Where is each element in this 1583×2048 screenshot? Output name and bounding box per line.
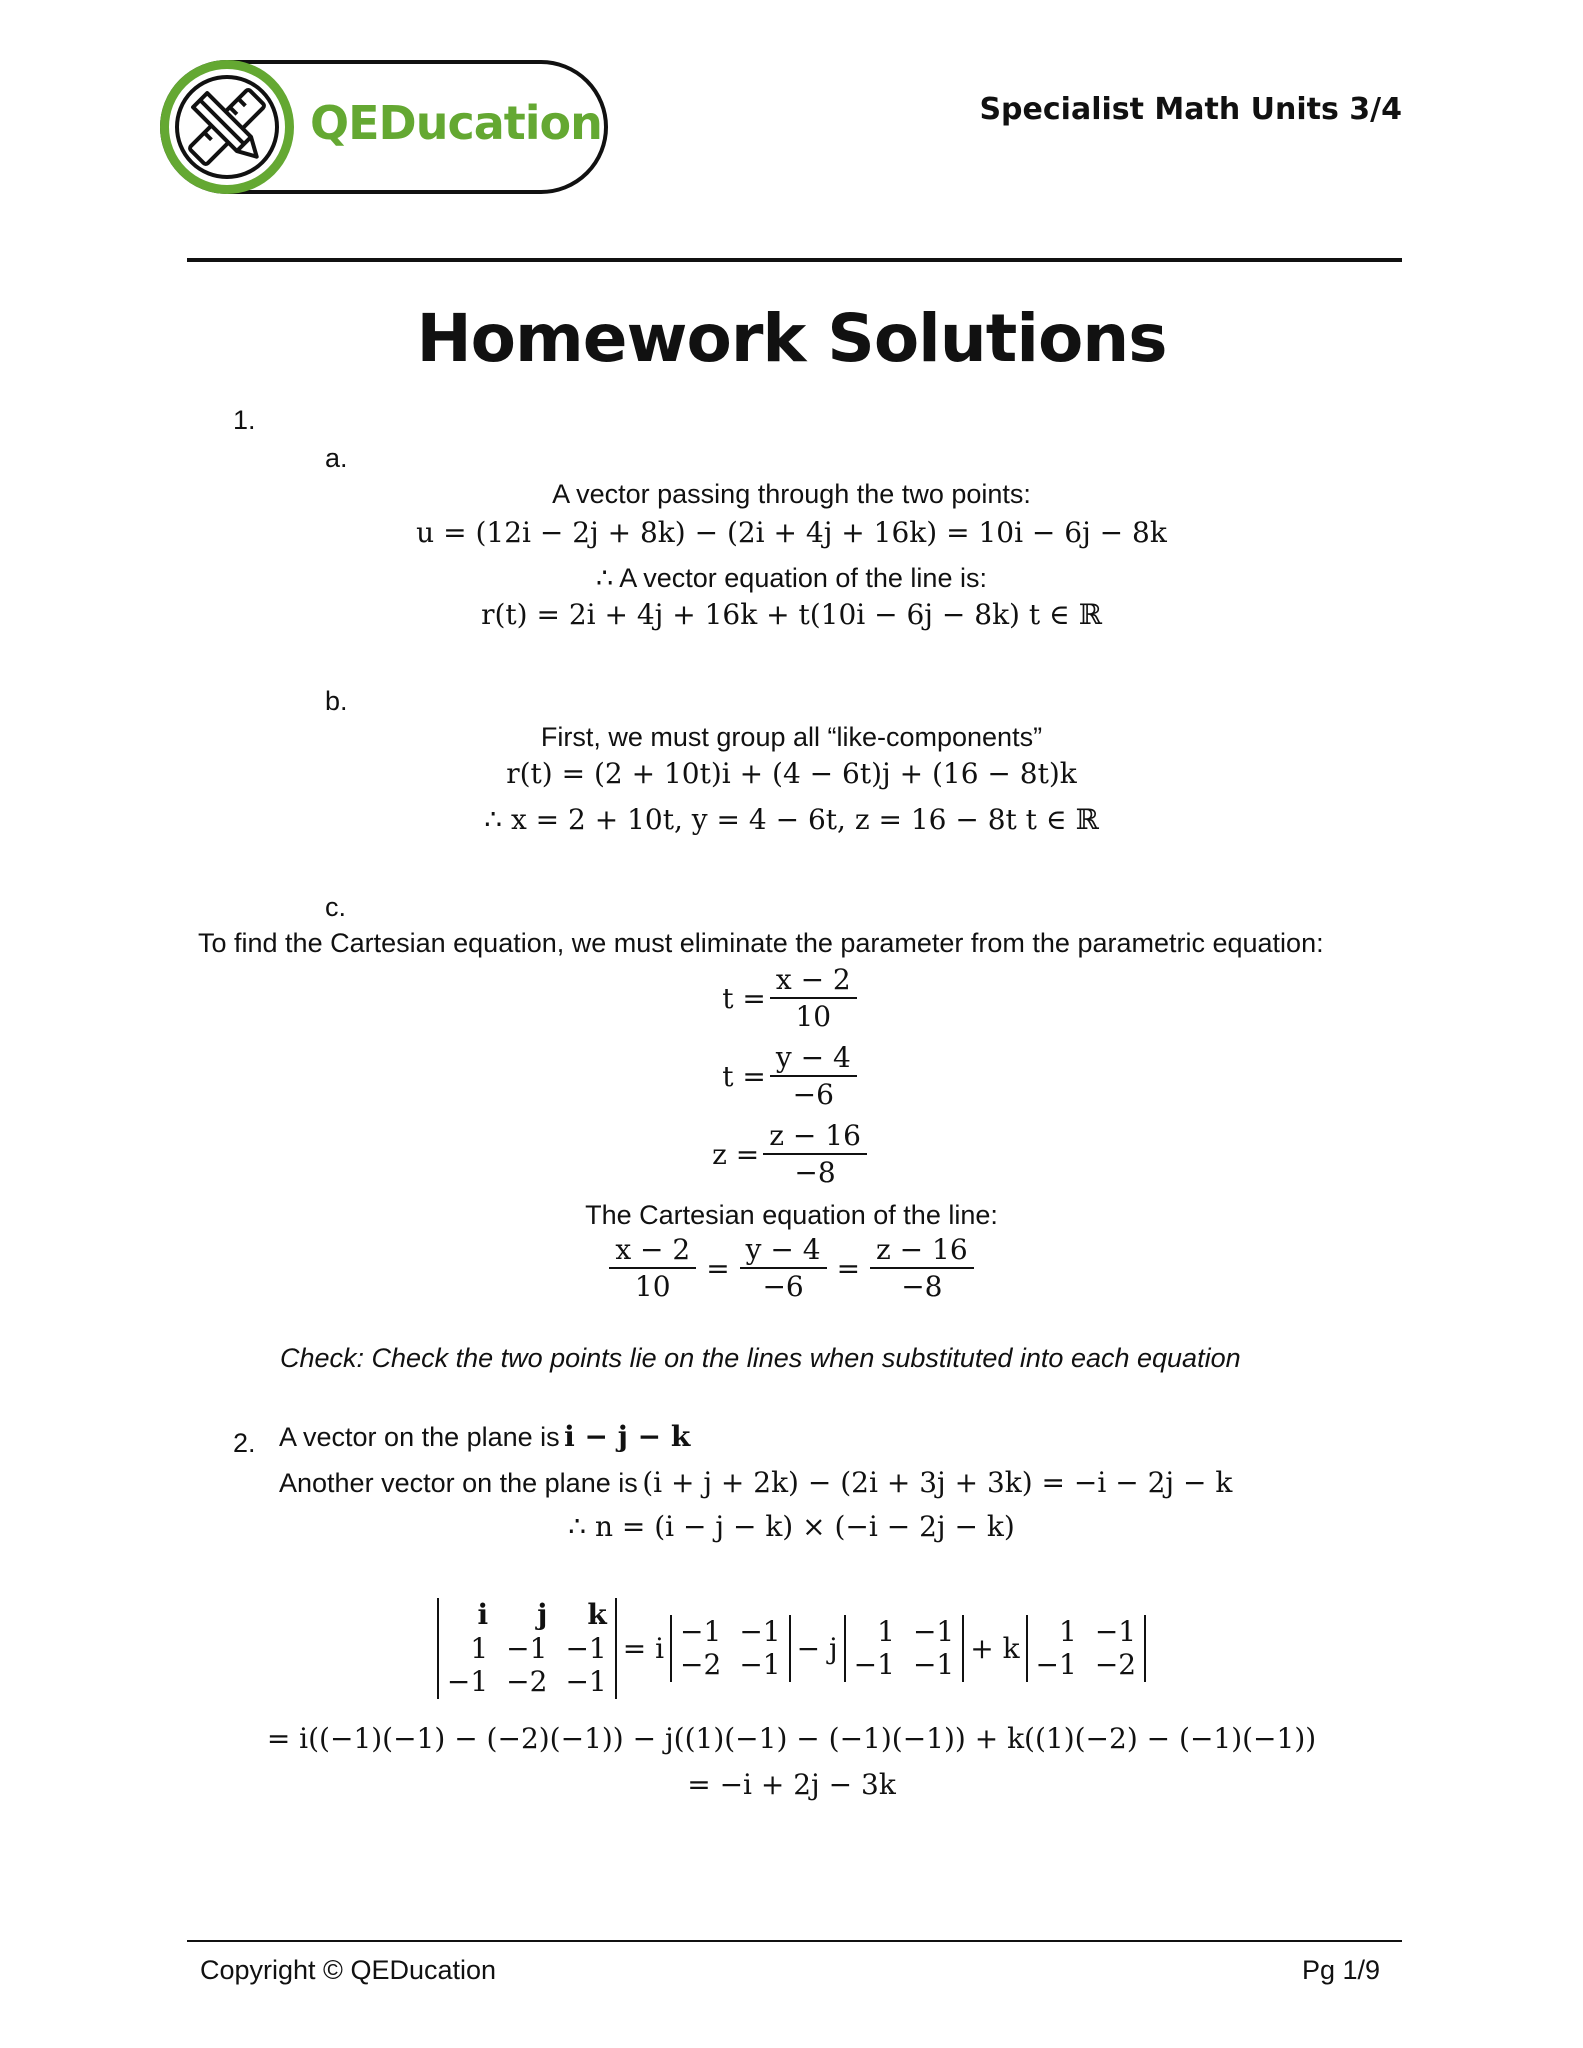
determinant-entry: −2	[1094, 1648, 1137, 1682]
j-coefficient: − j	[796, 1631, 838, 1665]
determinant-entry: 1	[1059, 1614, 1077, 1648]
question-2-number: 2.	[233, 1428, 256, 1458]
fraction-numerator: y − 4	[740, 1235, 827, 1269]
determinant-entry: −1	[565, 1631, 607, 1665]
fraction-denominator: −6	[762, 1270, 804, 1304]
determinant-entry: −1	[680, 1614, 722, 1648]
course-title: Specialist Math Units 3/4	[979, 92, 1402, 127]
fraction-numerator: z − 16	[870, 1235, 974, 1269]
cross-product-result: = −i + 2j − 3k	[687, 1768, 896, 1801]
fraction-numerator: z − 16	[763, 1121, 867, 1155]
fraction-numerator: y − 4	[770, 1043, 857, 1077]
part-a-text-2	[0, 563, 1583, 594]
determinant-entry: −2	[506, 1665, 548, 1699]
fraction	[740, 1235, 827, 1302]
determinant-entry: i	[477, 1598, 489, 1631]
determinant-entry: −1	[739, 1648, 781, 1682]
determinant-entry: −1	[853, 1648, 895, 1682]
header-divider	[187, 258, 1402, 262]
part-c-text-1: To find the Cartesian equation, we must eliminate the parameter from the parametric equation:	[198, 928, 1324, 958]
determinant-entry: −1	[912, 1614, 955, 1648]
fraction	[763, 1121, 867, 1188]
determinant-entry: k	[587, 1598, 607, 1631]
q2-text-2: Another vector on the plane is	[279, 1468, 638, 1498]
fraction-equation-z	[0, 1121, 1583, 1188]
determinant-entry: −1	[1094, 1614, 1137, 1648]
fraction-numerator: x − 2	[770, 965, 857, 999]
fraction-lhs: z =	[712, 1137, 760, 1171]
fraction-denominator: −8	[901, 1270, 943, 1304]
q2-line-2	[279, 1466, 1232, 1499]
page-title: Homework Solutions	[416, 300, 1167, 377]
determinant-i	[670, 1615, 791, 1682]
k-coefficient: + k	[970, 1631, 1020, 1665]
fraction	[770, 965, 857, 1032]
part-a-text-1: A vector passing through the two points:	[552, 479, 1031, 509]
page-number: Pg 1/9	[1301, 1955, 1380, 1985]
determinant-3x3	[437, 1598, 617, 1699]
q2-text-1: A vector on the plane is	[279, 1422, 560, 1452]
fraction-equation-t-x	[0, 965, 1583, 1032]
q2-vector-1: i − j − k	[564, 1420, 691, 1453]
part-c-text-2: The Cartesian equation of the line:	[585, 1200, 998, 1230]
determinant-entry: −1	[739, 1614, 781, 1648]
fraction-lhs: t =	[722, 1059, 766, 1093]
fraction-numerator: x − 2	[609, 1235, 696, 1269]
part-a-equation-1: u = (12i − 2j + 8k) − (2i + 4j + 16k) = 10i − 6j − 8k	[416, 516, 1167, 549]
logo-text: QEDucation	[310, 96, 602, 150]
i-coefficient: = i	[622, 1631, 665, 1665]
normal-vector-equation: ∴ n = (i − j − k) × (−i − 2j − k)	[568, 1510, 1015, 1543]
determinant-expansion	[0, 1598, 1583, 1699]
cartesian-equation	[0, 1235, 1583, 1302]
determinant-entry: −1	[1035, 1648, 1077, 1682]
determinant-k	[1026, 1615, 1147, 1682]
part-b-equation-2: ∴ x = 2 + 10t, y = 4 − 6t, z = 16 − 8t t ∈ ℝ	[484, 803, 1099, 836]
part-b-text-1: First, we must group all “like-components”	[540, 722, 1043, 752]
expanded-cross-product: = i((−1)(−1) − (−2)(−1)) − j((1)(−1) − (−1)(−1)) + k((1)(−2) − (−1)(−1))	[266, 1722, 1317, 1755]
fraction	[609, 1235, 696, 1302]
determinant-entry: −1	[446, 1665, 489, 1699]
determinant-j	[844, 1615, 965, 1682]
footer-divider	[187, 1940, 1402, 1942]
determinant-entry: 1	[470, 1631, 489, 1665]
fraction	[870, 1235, 974, 1302]
determinant-entry: −1	[506, 1631, 548, 1665]
footer-copyright: Copyright © QEDucation	[200, 1955, 497, 1985]
determinant-entry: −1	[912, 1648, 955, 1682]
equals-sign: =	[706, 1251, 730, 1285]
check-note: Check: Check the two points lie on the lines when substituted into each equation	[280, 1343, 1241, 1373]
logo-pencil-ruler-icon	[175, 75, 279, 179]
q2-line-1	[279, 1420, 690, 1453]
determinant-entry: −1	[565, 1665, 607, 1699]
part-c-label: c.	[325, 892, 347, 922]
equals-sign: =	[836, 1251, 861, 1285]
fraction-equation-t-y	[0, 1043, 1583, 1110]
part-b-equation-1: r(t) = (2 + 10t)i + (4 − 6t)j + (16 − 8t)k	[506, 757, 1077, 790]
part-a-label: a.	[325, 443, 348, 473]
question-1-number: 1.	[233, 405, 256, 435]
fraction-denominator: 10	[795, 1000, 832, 1034]
part-a-equation-2: r(t) = 2i + 4j + 16k + t(10i − 6j − 8k) t ∈ ℝ	[481, 598, 1102, 631]
fraction-denominator: −6	[792, 1078, 834, 1112]
determinant-entry: 1	[877, 1614, 895, 1648]
determinant-entry: −2	[680, 1648, 722, 1682]
fraction-denominator: 10	[634, 1270, 671, 1304]
part-b-label: b.	[325, 686, 348, 716]
fraction-lhs: t =	[722, 981, 766, 1015]
therefore-symbol: ∴	[596, 563, 614, 593]
part-a-text-2-label: A vector equation of the line is:	[619, 563, 987, 593]
fraction	[770, 1043, 857, 1110]
fraction-denominator: −8	[794, 1156, 836, 1190]
determinant-entry: j	[537, 1598, 548, 1631]
q2-vector-2: (i + j + 2k) − (2i + 3j + 3k) = −i − 2j − k	[642, 1466, 1233, 1499]
